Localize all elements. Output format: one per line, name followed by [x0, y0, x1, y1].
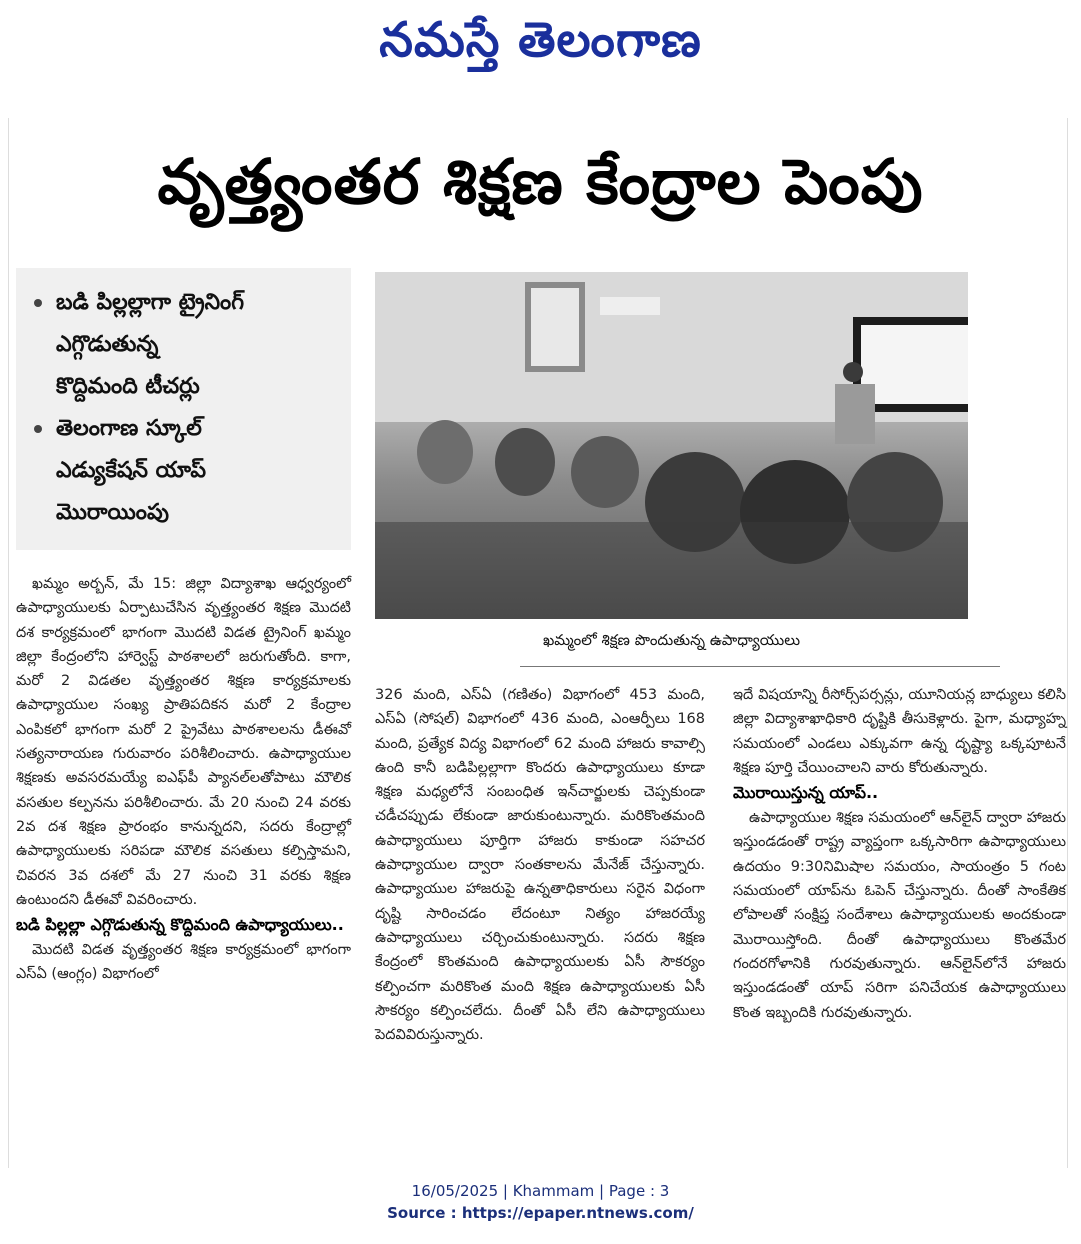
article-subheading: బడి పిల్లల్లా ఎగ్గొడుతున్న కొద్దిమంది ఉపాధ్యాయులు.. — [16, 915, 344, 935]
highlight-line: కొద్దిమంది టీచర్లు — [56, 374, 200, 399]
article-column-2 — [375, 683, 705, 1047]
article-paragraph: 326 మంది, ఎస్ఏ (గణితం) విభాగంలో 453 మంది, ఎస్ఏ (సోషల్) విభాగంలో 436 మంది, ఎంఆర్పీలు 168 మంది, ప్రత్యేక విద్య విభాగంలో 62 మంది హాజరు కావాల్సి ఉంది కానీ బడిపిల్లల్లాగా కొందరు ఉపాధ్యాయులు కూడా శిక్షణ మధ్యలోనే సంబంధిత ఇన్‌చార్జులకు చెప్పకుండా చడీచప్పుడు లేకుండా జారుకుంటున్నారు. మరికొంతమంది ఉపాధ్యాయులు పూర్తిగా హాజరు కాకుండా సహచర ఉపాధ్యాయుల ద్వారా సంతకాలను మేనేజ్ చేస్తున్నారు. ఉపాధ్యాయుల హాజరుపై ఉన్నతాధికారులు సరైన విధంగా దృష్టి సారించడం లేదంటూ నిత్యం హాజరయ్యే ఉపాధ్యాయులు చర్చించుకుంటున్నారు. సదరు శిక్షణ కేంద్రంలో కొంతమంది ఉపాధ్యాయులకు ఏసీ సౌకర్యం కల్పించగా మరికొంత మంది శిక్షణ ఉపాధ్యాయులకు ఏసీ సౌకర్యం కల్పించలేదు. దీంతో ఏసీ లేని ఉపాధ్యాయులు పెదవివిరుస్తున్నారు. — [375, 687, 705, 1044]
article-paragraph: మొదటి విడత వృత్త్యంతర శిక్షణ కార్యక్రమంలో భాగంగా ఎస్ఏ (ఆంగ్లం) విభాగంలో — [16, 942, 351, 983]
headline: వృత్త్యంతర శిక్షణ కేంద్రాల పెంపు — [157, 145, 924, 218]
article-paragraph: ఖమ్మం అర్బన్, మే 15: జిల్లా విద్యాశాఖ ఆధ్వర్యంలో ఉపాధ్యాయులకు ఏర్పాటుచేసిన వృత్త్యంతర శిక్షణ మొదటి దశ కార్యక్రమంలో భాగంగా మొదటి విడత ట్రైనింగ్ ఖమ్మం జిల్లా కేంద్రంలోని హార్వెస్ట్ పాఠశాలలో జరుగుతోంది. కాగా, మరో 2 విడతల వృత్త్యంతర శిక్షణ కార్యక్రమాలకు ఉపాధ్యాయుల సంఖ్య ప్రాతిపదికన మరో 2 కేంద్రాల ఎంపికలో భాగంగా మరో 2 ప్రైవేటు పాఠశాలలను డీఈవో సత్యనారాయణ గురువారం పరిశీలించారు. ఉపాధ్యాయుల శిక్షణకు అవసరమయ్యే ఐఎఫ్‌పీ ప్యానల్‌లతోపాటు మౌలిక వసతుల కల్పనను పరిశీలించారు. మే 20 నుంచి 24 వరకు 2వ దశ శిక్షణ ప్రారంభం కానున్నదని, సదరు కేంద్రాల్లో ఉపాధ్యాయులకు సరిపడా మౌలిక వసతులు కల్పిస్తామని, చివరన 3వ దశలో మే 27 నుంచి 31 వరకు శిక్షణ ఉంటుందని డీఈవో వివరించారు. — [16, 576, 351, 908]
caption-divider — [520, 666, 1000, 667]
highlight-line: మొరాయింపు — [56, 500, 169, 525]
classroom-photo — [375, 272, 968, 619]
highlight-line: బడి పిల్లల్లాగా ట్రైనింగ్ — [56, 290, 245, 315]
highlight-line: ఎడ్యుకేషన్ యాప్ — [56, 458, 206, 483]
article-column-3 — [733, 683, 1066, 1025]
masthead-logo: నమస్తే తెలంగాణ — [379, 12, 702, 68]
photo-caption: ఖమ్మంలో శిక్షణ పొందుతున్న ఉపాధ్యాయులు — [542, 631, 801, 649]
article-paragraph: ఇదే విషయాన్ని రీసోర్స్‌పర్సన్లు, యూనియన్ల బాధ్యులు కలిసి జిల్లా విద్యాశాఖాధికారి దృష్టికి తీసుకెళ్లారు. పైగా, మధ్యాహ్న సమయంలో ఎండలు ఎక్కువగా ఉన్న దృష్ట్యా ఒక్కపూటనే శిక్షణ పూర్తి చేయించాలని వారు కోరుతున్నారు. — [733, 687, 1066, 776]
article-subheading: మొరాయిస్తున్న యాప్.. — [733, 783, 879, 803]
bullet-icon — [34, 425, 42, 433]
highlight-line: ఎగ్గొడుతున్న — [56, 332, 159, 357]
highlight-item — [26, 408, 341, 534]
classroom-illustration — [375, 272, 968, 619]
article-column-1 — [16, 572, 351, 987]
footer-date-line: 16/05/2025 | Khammam | Page : 3 — [411, 1182, 670, 1200]
bullet-icon — [34, 299, 42, 307]
highlights-box — [16, 268, 351, 550]
highlight-line: తెలంగాణ స్కూల్ — [56, 416, 202, 441]
article-paragraph: ఉపాధ్యాయుల శిక్షణ సమయంలో ఆన్‌లైన్ ద్వారా హాజరు ఇస్తుండడంతో రాష్ట్ర వ్యాప్తంగా ఒక్కసారిగా ఉపాధ్యాయులు ఉదయం 9:30నిమిషాల సమయం, సాయంత్రం 5 గంట సమయంలో యాప్‌ను ఓపెన్ చేస్తున్నారు. దీంతో సాంకేతిక లోపాలతో సంక్షిప్త సందేశాలు ఉపాధ్యాయులకు అందకుండా మొరాయిస్తోంది. దీంతో ఉపాధ్యాయులు కొంతమేర గందరగోళానికి గురవుతున్నారు. ఆన్‌లైన్‌లోనే హాజరు ఇస్తుండడంతో యాప్ సరిగా పనిచేయక ఉపాధ్యాయులు కొంత ఇబ్బందికి గురవుతున్నారు. — [733, 810, 1066, 1021]
highlight-item — [26, 282, 341, 408]
footer-source-link[interactable]: Source : https://epaper.ntnews.com/ — [387, 1204, 694, 1222]
footer — [0, 1180, 1081, 1224]
